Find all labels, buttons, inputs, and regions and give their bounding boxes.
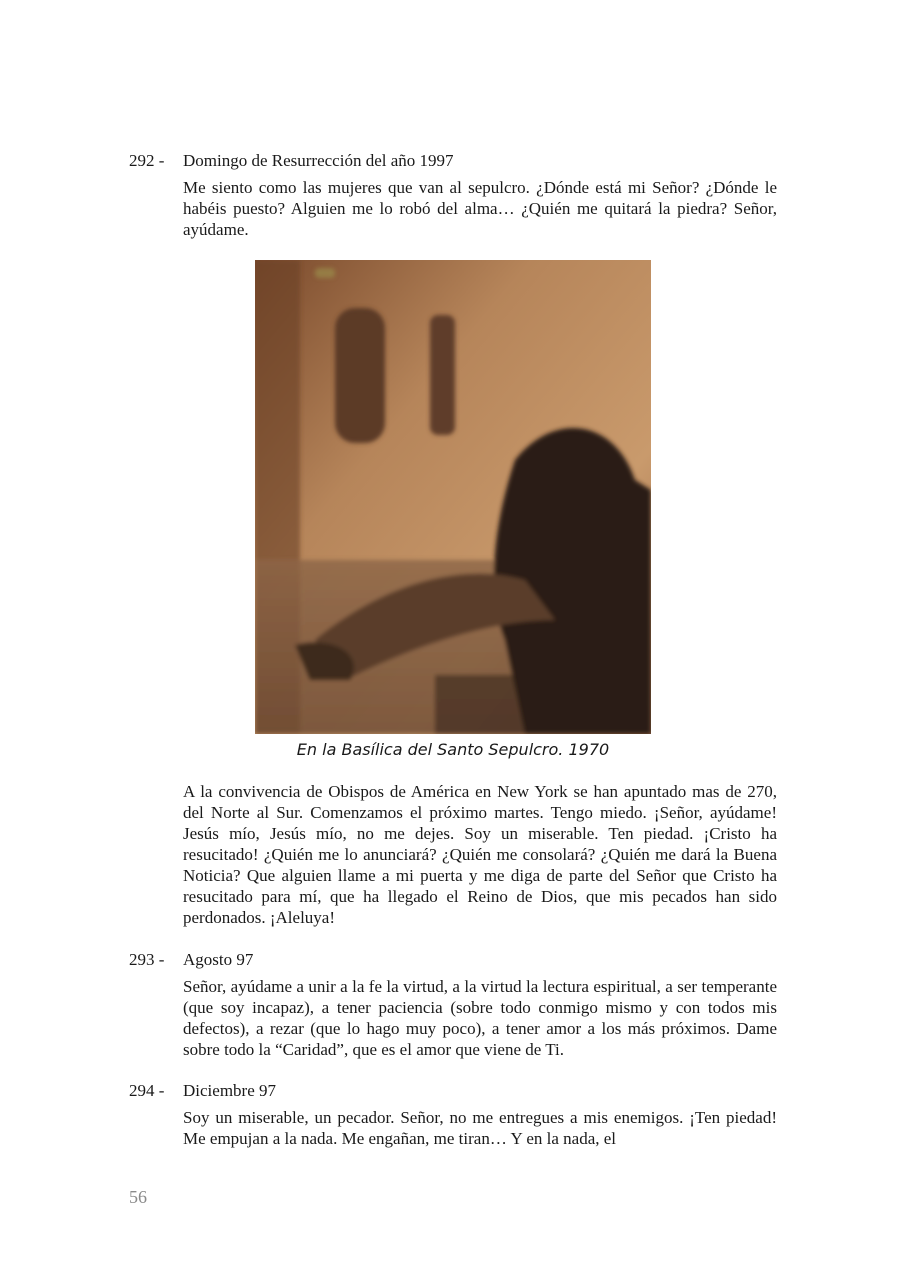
entry-292 [129,150,777,240]
entry-number: 294 - [129,1081,165,1100]
entry-date: Agosto 97 [183,950,254,969]
basilica-photo [255,260,651,734]
entry-292-continued [129,781,777,928]
photograph [255,260,651,734]
entry-header [129,949,777,970]
entry-paragraph: Me siento como las mujeres que van al sepulcro. ¿Dónde está mi Señor? ¿Dónde le habéis puesto? Alguien me lo robó del alma… ¿Quién me quitará la piedra? Señor, ayúdame. [183,178,777,239]
entry-header [129,1080,777,1101]
entry-header [129,150,777,171]
entry-date: Diciembre 97 [183,1081,276,1100]
entry-294 [129,1080,777,1149]
entry-paragraph: Soy un miserable, un pecador. Señor, no me entregues a mis enemigos. ¡Ten piedad! Me empujan a la nada. Me engañan, me tiran… Y en la nada, el [183,1108,777,1148]
entry-paragraph: Señor, ayúdame a unir a la fe la virtud, a la virtud la lectura espiritual, a ser temperante (que soy incapaz), a tener paciencia (sobre todo conmigo mismo y con todos mis defectos), a rezar (que lo hago muy poco), a tener amor a los más próximos. Dame sobre todo la “Caridad”, que es el amor que viene de Ti. [183,977,777,1059]
figure-caption: En la Basílica del Santo Sepulcro. 1970 [296,740,610,759]
entry-paragraph: A la convivencia de Obispos de América en New York se han apuntado mas de 270, del Norte al Sur. Comenzamos el próximo martes. Tengo miedo. ¡Señor, ayúdame! Jesús mío, Jesús mío, no me dejes. Soy un miserable. Ten piedad. ¡Cristo ha resucitado! ¿Quién me lo anunciará? ¿Quién me consolará? ¿Quién me dará la Buena Noticia? Que alguien llame a mi puerta y me diga de parte del Señor que Cristo ha resucitado para mí, que ha llegado el Reino de Dios, que mis pecados han sido perdonados. ¡Aleluya! [183,782,777,927]
entry-number: 293 - [129,950,165,969]
entry-date: Domingo de Resurrección del año 1997 [183,151,454,170]
entry-number: 292 - [129,151,165,170]
entry-293 [129,949,777,1060]
page-number: 56 [129,1187,147,1207]
